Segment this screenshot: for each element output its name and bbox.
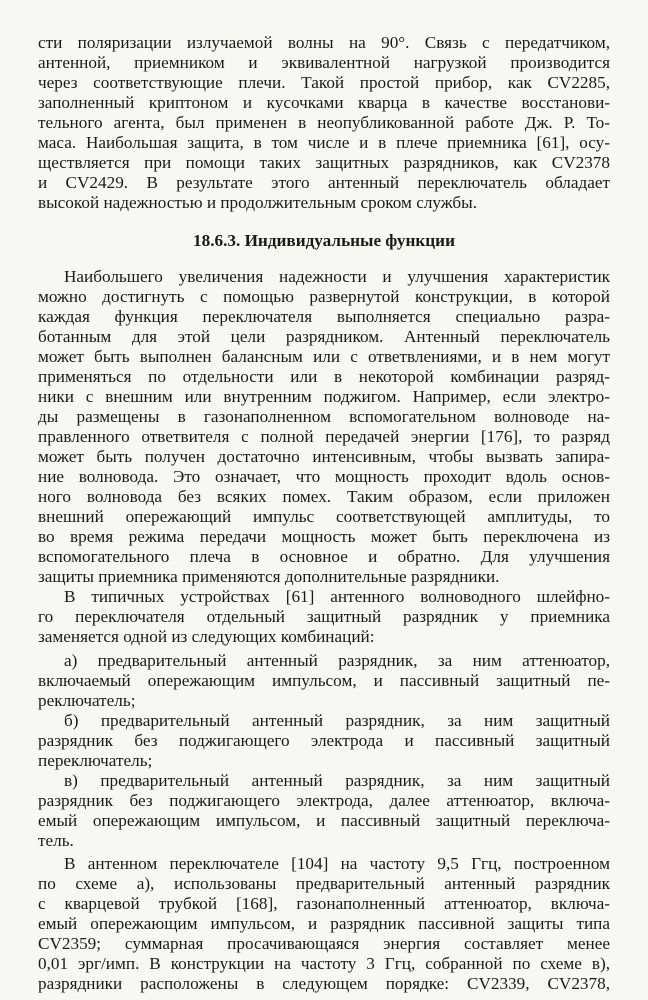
text-line: 0,01 эрг/имп. В конструкции на частоту 3 Ггц, собранной по схеме в), (38, 954, 610, 973)
text-line: по схеме а), использованы предварительный антенный разрядник (38, 874, 610, 893)
list-item-b: б) предварительный антенный разрядник, за ним защитный (64, 711, 610, 730)
text-line: реключатель; (38, 691, 136, 710)
text-line: CV2359; суммарная просачивающаяся энергия составляет менее (38, 934, 610, 953)
text-line: может быть получен достаточно интенсивным, чтобы вызвать запира- (38, 447, 610, 466)
text-line: ботанным для этой цели разрядником. Антенный переключатель (38, 327, 610, 346)
text-line: может быть выполнен балансным или с ответвлениями, и в нем могут (38, 347, 610, 366)
text-line: и CV2429. В результате этого антенный переключатель обладает (38, 173, 610, 192)
text-line: ние волновода. Это означает, что мощность проходит вдоль основ- (38, 467, 610, 486)
text-line: В типичных устройствах [61] антенного волноводного шлейфно- (64, 587, 610, 606)
text-line: маса. Наибольшая защита, в том числе и в плече приемника [61], осу- (38, 133, 610, 152)
text-line: каждая функция переключателя выполняется специально разра- (38, 307, 610, 326)
text-line: тельного агента, был применен в неопубликованной работе Дж. Р. То- (38, 113, 610, 132)
text-line: сти поляризации излучаемой волны на 90°. Связь с передатчиком, (38, 33, 610, 52)
text-line: во время режима передачи мощность может быть переключена из (38, 527, 610, 546)
text-line: внешний опережающий импульс соответствующей амплитуды, то (38, 507, 610, 526)
text-line: высокой надежностью и продолжительным сроком службы. (38, 193, 478, 212)
text-line: применяться по отдельности или в некоторой комбинации разряд- (38, 367, 610, 386)
text-line: с кварцевой трубкой [168], газонаполненный аттенюатор, включа- (38, 894, 610, 913)
text-line: ники с внешним или внутренним поджигом. Например, если электро- (38, 387, 610, 406)
text-line: можно достигнуть с помощью развернутой конструкции, в которой (38, 287, 610, 306)
text-line: емый опережающим импульсом, и разрядник пассивной защиты типа (38, 914, 610, 933)
text-line: разрядник без поджигающего электрода, далее аттенюатор, включа- (38, 791, 610, 810)
text-line: емый опережающим импульсом, и пассивный защитный переключа- (38, 811, 610, 830)
text-line: заменяется одной из следующих комбинаций: (38, 627, 375, 646)
text-line: тель. (38, 831, 74, 850)
text-line: ды размещены в газонаполненном вспомогательном волноводе на- (38, 407, 610, 426)
text-line: вспомогательного плеча в основное и обратно. Для улучшения (38, 547, 610, 566)
list-item-c: в) предварительный антенный разрядник, за ним защитный (64, 771, 610, 790)
text-line: го переключателя отдельный защитный разрядник у приемника (38, 607, 610, 626)
text-line: Наибольшего увеличения надежности и улучшения характеристик (64, 267, 610, 286)
text-line: защиты приемника применяются дополнительные разрядники. (38, 567, 500, 586)
text-line: разрядник без поджигающего электрода и пассивный защитный (38, 731, 610, 750)
text-line: переключатель; (38, 751, 153, 770)
list-item-a: а) предварительный антенный разрядник, за ним аттенюатор, (64, 651, 610, 670)
text-line: ществляется при помощи таких защитных разрядников, как CV2378 (38, 153, 610, 172)
text-line: правленного ответвителя с полной передачей энергии [176], то разряд (38, 427, 610, 446)
section-heading: 18.6.3. Индивидуальные функции (193, 231, 455, 250)
text-line: антенной, приемником и эквивалентной нагрузкой производится (38, 53, 610, 72)
text-line: В антенном переключателе [104] на частоту 9,5 Ггц, построенном (64, 854, 610, 873)
text-line: через соответствующие плечи. Такой простой прибор, как CV2285, (38, 73, 610, 92)
text-line: разрядники расположены в следующем порядке: CV2339, CV2378, (38, 974, 610, 993)
text-line: включаемый опережающим импульсом, и пассивный защитный пе- (38, 671, 610, 690)
text-line: заполненный криптоном и кусочками кварца в качестве восстанови- (38, 93, 610, 112)
text-line: ного волновода без всяких помех. Таким образом, если приложен (38, 487, 610, 506)
